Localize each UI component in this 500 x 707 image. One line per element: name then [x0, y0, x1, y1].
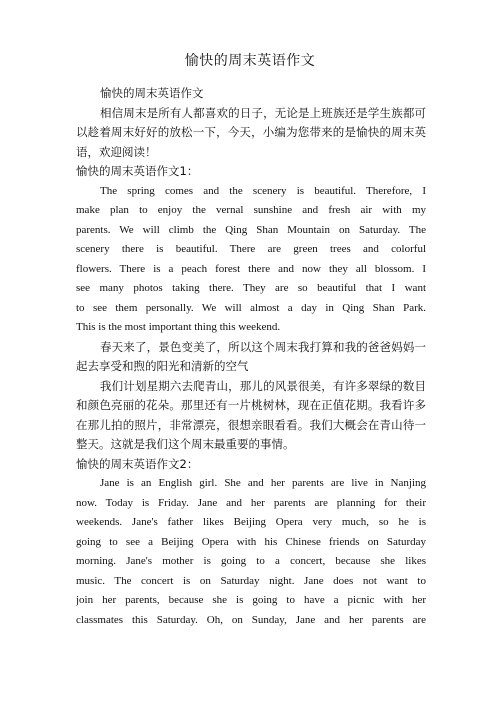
text-line: Jane is an English girl. She and her parents are live in Nanjing [100, 477, 426, 489]
text-line: 整天。这就是我们这个周末最重要的事情。 [76, 437, 295, 451]
text-line: scenery there is beautiful. There are green trees and colorful [76, 243, 426, 255]
text-line: now. Today is Friday. Jane and her parents are planning for their [76, 496, 426, 509]
text-line: 春天来了，景色变美了，所以这个周末我打算和我的爸爸妈妈一 [100, 339, 426, 354]
text-line: 相信周末是所有人都喜欢的日子，无论是上班族还是学生族都可 [100, 105, 426, 120]
text-line: 语，欢迎阅读！ [76, 144, 157, 159]
text-line: make plan to enjoy the vernal sunshine and fresh air with my [76, 204, 426, 216]
text-line: parents. We will climb the Qing Shan Mountain on Saturday. The [76, 223, 426, 236]
text-line: 我们计划星期六去爬青山，那儿的风景很美，有许多翠绿的数目 [100, 378, 426, 393]
text-line: flowers. There is a peach forest there and now they all blossom. I [76, 262, 426, 275]
document-body [76, 84, 426, 630]
text-line: music. The concert is on Saturday night. Jane does not want to [76, 574, 426, 587]
text-line: 起去享受和煦的阳光和清新的空气 [76, 359, 249, 373]
text-line: see many photos taking there. They are so beautiful that I want [76, 282, 426, 294]
text-line: weekends. Jane's father likes Beijing Opera very much, so he is [76, 516, 426, 528]
text-line: to see them personally. We will almost a day in Qing Shan Park. [76, 301, 426, 314]
text-line: morning. Jane's mother is going to a concert, because she likes [76, 555, 426, 567]
text-line: This is the most important thing this weekend. [76, 321, 281, 333]
text-line: 和颜色亮丽的花朵。那里还有一片桃树林，现在正值花期。我看许多 [76, 398, 426, 412]
page-title: 愉快的周末英语作文 [184, 53, 316, 69]
text-line: join her parents, because she is going to have a picnic with her [76, 594, 426, 606]
text-line: 愉快的周末英语作文2： [76, 456, 199, 471]
text-line: going to see a Beijing Opera with his Chinese friends on Saturday [76, 535, 426, 548]
text-line: 在那儿拍的照片，非常漂亮，很想亲眼看看。我们大概会在青山待一 [76, 417, 426, 432]
text-line: 愉快的周末英语作文1： [76, 164, 199, 178]
text-line: The spring comes and the scenery is beautiful. Therefore, I [100, 184, 426, 197]
text-line: classmates this Saturday. Oh, on Sunday, Jane and her parents are [76, 613, 426, 626]
text-line: 愉快的周末英语作文 [100, 86, 204, 100]
text-line: 以趁着周末好好的放松一下，今天，小编为您带来的是愉快的周末英 [76, 125, 426, 139]
